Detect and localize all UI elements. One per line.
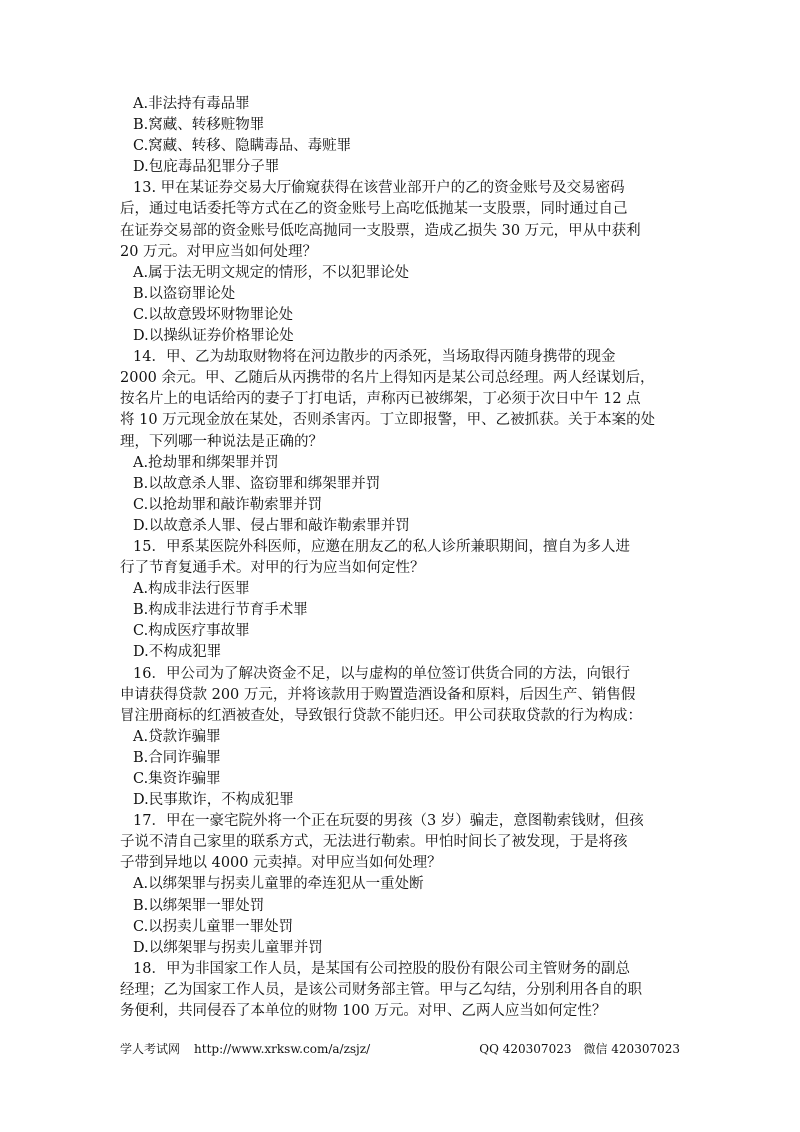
answer-option-line: A.贷款诈骗罪 [133,728,221,745]
answer-option-line: A.属于法无明文规定的情形，不以犯罪论处 [133,264,410,281]
answer-option-line: B.以绑架罪一罪处罚 [133,897,265,914]
answer-option-line: A.非法持有毒品罪 [133,96,250,112]
answer-option-line: B.以故意杀人罪、盗窃罪和绑架罪并罚 [133,475,381,492]
question-start-line: 13. 甲在某证券交易大厅偷窥获得在该营业部开户的乙的资金账号及交易密码 [133,180,625,197]
footer-wechat: 微信 420307023 [583,1042,680,1056]
footer-qq: QQ 420307023 [479,1042,572,1056]
answer-option-line: D.以故意杀人罪、侵占罪和敲诈勒索罪并罚 [133,517,410,534]
question-text-line: 理，下列哪一种说法是正确的？ [120,433,323,450]
answer-option-line: C.以拐卖儿童罪一罪处罚 [133,918,294,935]
question-text-line: 2000 余元。甲、乙随后从丙携带的名片上得知丙是某公司总经理。两人经谋划后， [120,370,655,387]
answer-option-line: D.不构成犯罪 [133,644,222,661]
question-start-line: 15．甲系某医院外科医师，应邀在朋友乙的私人诊所兼职期间，擅自为多人进 [133,538,630,555]
answer-option-line: C.集资诈骗罪 [133,771,221,787]
answer-option-line: D.民事欺诈，不构成犯罪 [133,792,294,809]
answer-option-line: C.以抢劫罪和敲诈勒索罪并罚 [133,496,323,513]
question-text-line: 在证券交易部的资金账号低吃高抛同一支股票，造成乙损失 30 万元，甲从中获利 [120,222,641,239]
question-text-body [120,94,680,1022]
question-start-line: 17．甲在一豪宅院外将一个正在玩耍的男孩（3 岁）骗走，意图勒索钱财，但孩 [133,813,644,830]
answer-option-line: B.合同诈骗罪 [133,749,221,766]
footer-url[interactable]: http://www.xrksw.com/a/zsjz/ [194,1042,371,1056]
answer-option-line: A.抢劫罪和绑架罪并罚 [133,454,279,471]
footer-right [479,1039,680,1059]
question-text-line: 申请获得贷款 200 万元，并将该款用于购置造酒设备和原料，后因生产、销售假 [120,686,636,703]
answer-option-line: C.构成医疗事故罪 [133,623,250,640]
question-text-line: 按名片上的电话给丙的妻子丁打电话，声称丙已被绑架，丁必须于次日中午 12 点 [120,391,641,408]
question-text-line: 行了节育复通手术。对甲的行为应当如何定性？ [120,560,425,577]
answer-option-line: B.构成非法进行节育手术罪 [133,602,308,619]
question-text-line: 将 10 万元现金放在某处，否则杀害丙。丁立即报警，甲、乙被抓获。关于本案的处 [120,412,656,429]
answer-option-line: B.窝藏、转移赃物罪 [133,117,265,134]
footer-left [120,1039,370,1059]
question-start-line: 14．甲、乙为劫取财物将在河边散步的丙杀死，当场取得丙随身携带的现金 [133,349,616,366]
answer-option-line: A.构成非法行医罪 [133,581,250,598]
answer-option-line: D.包庇毒品犯罪分子罪 [133,159,280,176]
question-start-line: 16．甲公司为了解决资金不足，以与虚构的单位签订供货合同的方法，向银行 [133,665,630,682]
question-text-line: 子说不清自己家里的联系方式，无法进行勒索。甲怕时间长了被发现，于是将孩 [120,834,628,851]
answer-option-line: D.以操纵证券价格罪论处 [133,328,294,345]
question-text-line: 子带到异地以 4000 元卖掉。对甲应当如何处理？ [120,855,442,872]
question-text-line: 冒注册商标的红酒被查处，导致银行贷款不能归还。甲公司获取贷款的行为构成： [120,707,642,724]
question-text-line: 20 万元。对甲应当如何处理？ [120,243,318,260]
question-text-line: 务便利，共同侵吞了本单位的财物 100 万元。对甲、乙两人应当如何定性？ [120,1003,607,1020]
question-start-line: 18．甲为非国家工作人员，是某国有公司控股的股份有限公司主管财务的副总 [133,960,630,977]
answer-option-line: C.窝藏、转移、隐瞒毒品、毒赃罪 [133,138,352,155]
answer-option-line: B.以盗窃罪论处 [133,285,236,302]
footer-site-name: 学人考试网 [120,1042,181,1056]
question-text-line: 经理；乙为国家工作人员，是该公司财务部主管。甲与乙勾结，分别利用各自的职 [120,981,642,998]
question-text-line: 后，通过电话委托等方式在乙的资金账号上高吃低抛某一支股票，同时通过自己 [120,201,628,218]
answer-option-line: A.以绑架罪与拐卖儿童罪的牵连犯从一重处断 [133,876,424,893]
answer-option-line: C.以故意毁坏财物罪论处 [133,306,294,323]
page-footer [120,1039,680,1059]
answer-option-line: D.以绑架罪与拐卖儿童罪并罚 [133,939,323,956]
